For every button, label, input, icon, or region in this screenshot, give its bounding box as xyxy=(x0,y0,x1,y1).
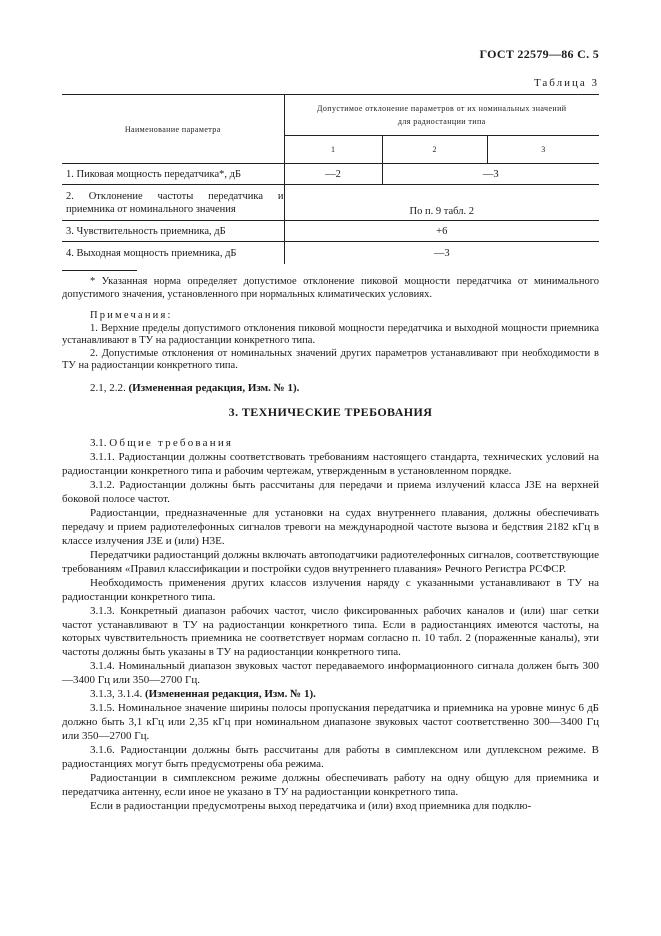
parameters-table xyxy=(62,94,599,264)
row-name: 4. Выходная мощность приемника, дБ xyxy=(62,242,284,265)
table-row xyxy=(62,185,599,221)
change-note-ref: 2.1, 2.2. xyxy=(90,382,126,394)
col-tolerance-header xyxy=(284,95,599,136)
col-tolerance-header-line2: для радиостанции типа xyxy=(397,117,486,126)
table-label: Таблица 3 xyxy=(533,77,599,89)
note-item: 2. Допустимые отклонения от номинальных значений других параметров устанавливают при необходимости в ТУ на радиостанции конкретного типа. xyxy=(62,347,599,371)
notes xyxy=(62,310,599,373)
row-value: По п. 9 табл. 2 xyxy=(284,185,599,221)
subsection-heading xyxy=(62,437,599,451)
paragraph: 3.1.3. Конкретный диапазон рабочих частот, число фиксированных рабочих каналов и (или) шаг сетки частот устанавливают в ТУ на радиостанции конкретного типа. Если в радиостанциях имеются частоты, на которых чувствительность приемника не соответствует нормам согласно п. 10 табл. 2 (пораженные каналы), эти частоты должны быть указаны в ТУ на радиостанции конкретного типа. xyxy=(62,604,599,658)
subsection-number: 3.1. xyxy=(90,437,107,449)
paragraph: 3.1.4. Номинальный диапазон звуковых частот передаваемого информационного сигнала должен быть 300—3400 Гц или 350—2700 Гц. xyxy=(62,660,599,686)
col-type-2: 2 xyxy=(382,136,487,164)
page-header: ГОСТ 22579—86 С. 5 xyxy=(479,47,599,61)
footnote-text: * Указанная норма определяет допустимое отклонение пиковой мощности передатчика от минимального допустимого значения, установленного при нормальных климатических условиях. xyxy=(62,276,599,300)
row-name: 3. Чувствительность приемника, дБ xyxy=(62,221,284,242)
subsection-title: Общие требования xyxy=(109,437,234,449)
paragraph: 3.1.2. Радиостанции должны быть рассчитаны для передачи и приема излучений класса J3E на верхней боковой полосе частот. xyxy=(62,479,599,505)
row-name: 1. Пиковая мощность передатчика*, дБ xyxy=(62,164,284,185)
col-tolerance-header-line1: Допустимое отклонение параметров от их номинальных значений xyxy=(317,104,567,113)
footnote xyxy=(62,276,599,301)
change-note-ref: 3.1.3, 3.1.4. xyxy=(90,688,143,701)
col-type-1: 1 xyxy=(284,136,382,164)
paragraph: Если в радиостанции предусмотрены выход передатчика и (или) вход приемника для подклю- xyxy=(90,800,532,812)
row-value: +6 xyxy=(284,221,599,242)
table-row xyxy=(62,242,599,265)
paragraph: 3.1.5. Номинальное значение ширины полосы пропускания передатчика и приемника на уровне минус 6 дБ должно быть 3,1 кГц или 2,35 кГц при номинальном диапазоне звуковых частот соответственно 300—3400 Гц или 350—2700 Гц. xyxy=(62,702,599,742)
col-type-3: 3 xyxy=(487,136,599,164)
paragraph: 3.1.6. Радиостанции должны быть рассчитаны для работы в симплексном или дуплексном режиме. В радиостанциях могут быть предусмотрены оба режима. xyxy=(62,744,599,770)
change-note-2 xyxy=(62,688,599,702)
paragraph: 3.1.1. Радиостанции должны соответствовать требованиям настоящего стандарта, технических условий на радиостанции конкретного типа и рабочим чертежам, утвержденным в установленном порядке. xyxy=(62,451,599,477)
paragraph: Передатчики радиостанций должны включать автоподатчики радиотелефонных сигналов, соответствующие требованиям «Правил классификации и постройки судов внутреннего плавания» Речного Регистра РСФСР. xyxy=(62,548,599,575)
section-body xyxy=(62,437,599,814)
row-value-type-1: —2 xyxy=(284,164,382,185)
footnote-divider xyxy=(62,270,137,271)
notes-title: Примечания: xyxy=(90,310,173,321)
row-name: 2. Отклонение частоты передатчика и приемника от номинального значения xyxy=(62,185,284,221)
note-item: 1. Верхние пределы допустимого отклонения пиковой мощности передатчика и выходной мощности приемника устанавливают в ТУ на радиостанции конкретного типа. xyxy=(62,322,599,346)
section-title: 3. ТЕХНИЧЕСКИЕ ТРЕБОВАНИЯ xyxy=(228,405,433,419)
change-note-text: (Измененная редакция, Изм. № 1). xyxy=(145,688,316,701)
col-name-header: Наименование параметра xyxy=(62,95,284,164)
paragraph: Радиостанции, предназначенные для установки на судах внутреннего плавания, должны обеспечивать передачу и прием радиотелефонных сигналов тревоги на международной частоте вызова и бедствия 2182 кГц в классе излучения J3E и (или) H3E. xyxy=(62,507,599,547)
change-note xyxy=(62,382,599,395)
row-value-types-2-3: —3 xyxy=(382,164,599,185)
row-value: —3 xyxy=(433,247,450,259)
paragraph: Необходимость применения других классов излучения наряду с указанными устанавливают в ТУ на радиостанции конкретного типа. xyxy=(62,576,599,603)
paragraph: Радиостанции в симплексном режиме должны обеспечивать работу на одну общую для приемника и передатчика антенну, если иное не указано в ТУ на радиостанции конкретного типа. xyxy=(62,772,599,798)
table-row xyxy=(62,221,599,242)
table-row xyxy=(62,164,599,185)
change-note-text: (Измененная редакция, Изм. № 1). xyxy=(128,382,300,394)
